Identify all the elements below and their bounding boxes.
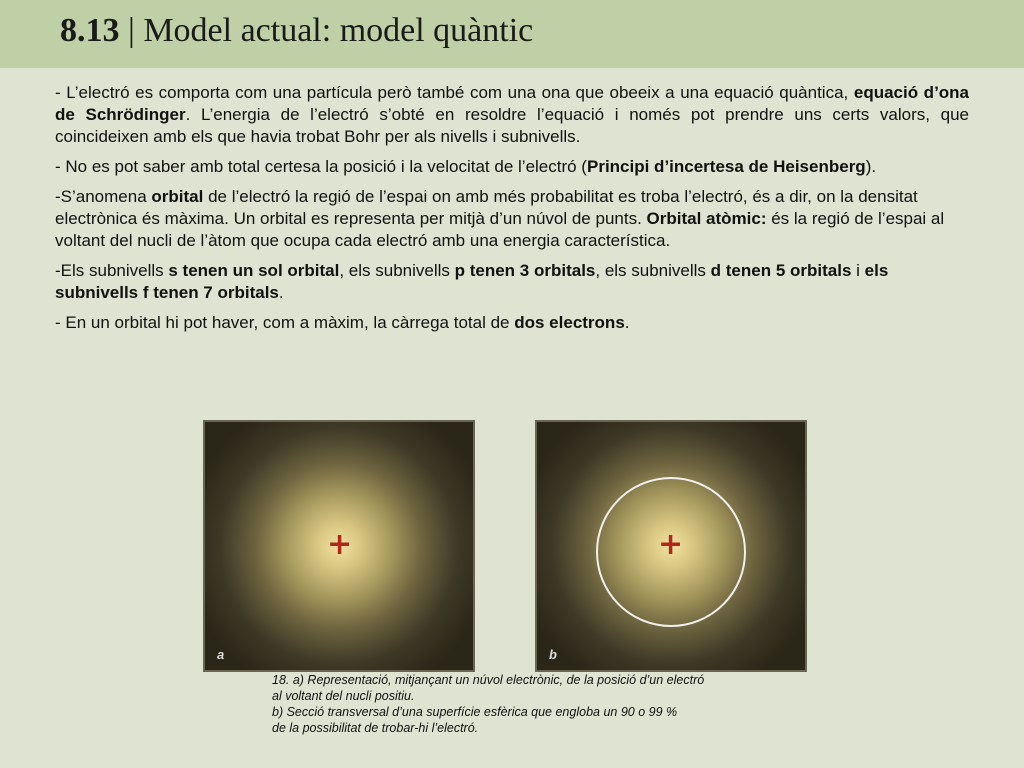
text-span: . xyxy=(624,313,630,332)
title-separator: | xyxy=(119,12,144,49)
text-span: - No es pot saber amb total certesa la posició i la velocitat de l’electró ( xyxy=(55,157,587,176)
text-span: -Els subnivells xyxy=(55,261,169,280)
bold-term: orbital xyxy=(151,187,204,206)
nucleus-plus-icon: + xyxy=(658,527,684,562)
text-span: . L’energia de l’electró s’obté en resoldre l’equació i només pot prendre uns certs valors, que coincideixen amb els que havia trobat Bohr per als nivells i subnivells. xyxy=(55,105,969,146)
electron-cloud-figure-a xyxy=(203,420,475,672)
caption-line: 18. a) Representació, mitjançant un núvol electrònic, de la posició d’un electró xyxy=(272,673,705,687)
slide-content xyxy=(55,82,969,342)
text-span: ). xyxy=(865,157,877,176)
caption-line: al voltant del nucli positiu. xyxy=(272,689,415,703)
paragraph-orbital xyxy=(55,186,969,252)
text-span: - En un orbital hi pot haver, com a màxim, la càrrega total de xyxy=(55,313,515,332)
text-span: , els subnivells xyxy=(595,261,711,280)
bold-term: els subnivells f tenen 7 orbitals xyxy=(55,261,889,302)
bold-term: d tenen 5 orbitals xyxy=(710,261,852,280)
figure-letter: a xyxy=(217,647,225,662)
text-span: - L’electró es comporta com una partícula però també com una ona que obeeix a una equació quàntica, xyxy=(55,83,854,102)
paragraph-subnivells xyxy=(55,260,969,304)
bold-term: equació d’ona de Schrödinger xyxy=(55,83,970,124)
electron-cloud-figure-b xyxy=(535,420,807,672)
bold-term: Principi d’incertesa de Heisenberg xyxy=(586,157,866,176)
paragraph-heisenberg xyxy=(55,156,969,178)
slide-title xyxy=(60,12,533,50)
bold-term: Orbital atòmic: xyxy=(646,209,767,228)
text-span: , els subnivells xyxy=(339,261,455,280)
caption-line: de la possibilitat de trobar-hi l’electró. xyxy=(272,721,479,735)
text-span: de l’electró la regió de l’espai on amb més probabilitat es troba l’electró, és a dir, on la densitat electrònica és màxima. Un orbital es representa per mitjà d’un núvol de punts. xyxy=(55,187,918,228)
slide-number: 8.13 xyxy=(60,12,120,49)
figure-letter: b xyxy=(549,647,557,662)
paragraph-dos-electrons xyxy=(55,312,969,334)
paragraph-schrodinger xyxy=(55,82,969,148)
text-span: i xyxy=(851,261,865,280)
nucleus-plus-icon: + xyxy=(327,527,353,562)
bold-term: s tenen un sol orbital xyxy=(168,261,340,280)
text-span: . xyxy=(278,283,284,302)
bold-term: p tenen 3 orbitals xyxy=(454,261,596,280)
figure-caption xyxy=(272,672,792,736)
text-span: és la regió de l’espai al voltant del nucli de l’àtom que ocupa cada electró amb una energia característica. xyxy=(55,209,945,250)
text-span: -S’anomena xyxy=(55,187,152,206)
caption-line: b) Secció transversal d’una superfície esfèrica que engloba un 90 o 99 % xyxy=(272,705,678,719)
title-bar xyxy=(0,0,1024,68)
bold-term: dos electrons xyxy=(514,313,625,332)
title-text: Model actual: model quàntic xyxy=(143,12,534,49)
